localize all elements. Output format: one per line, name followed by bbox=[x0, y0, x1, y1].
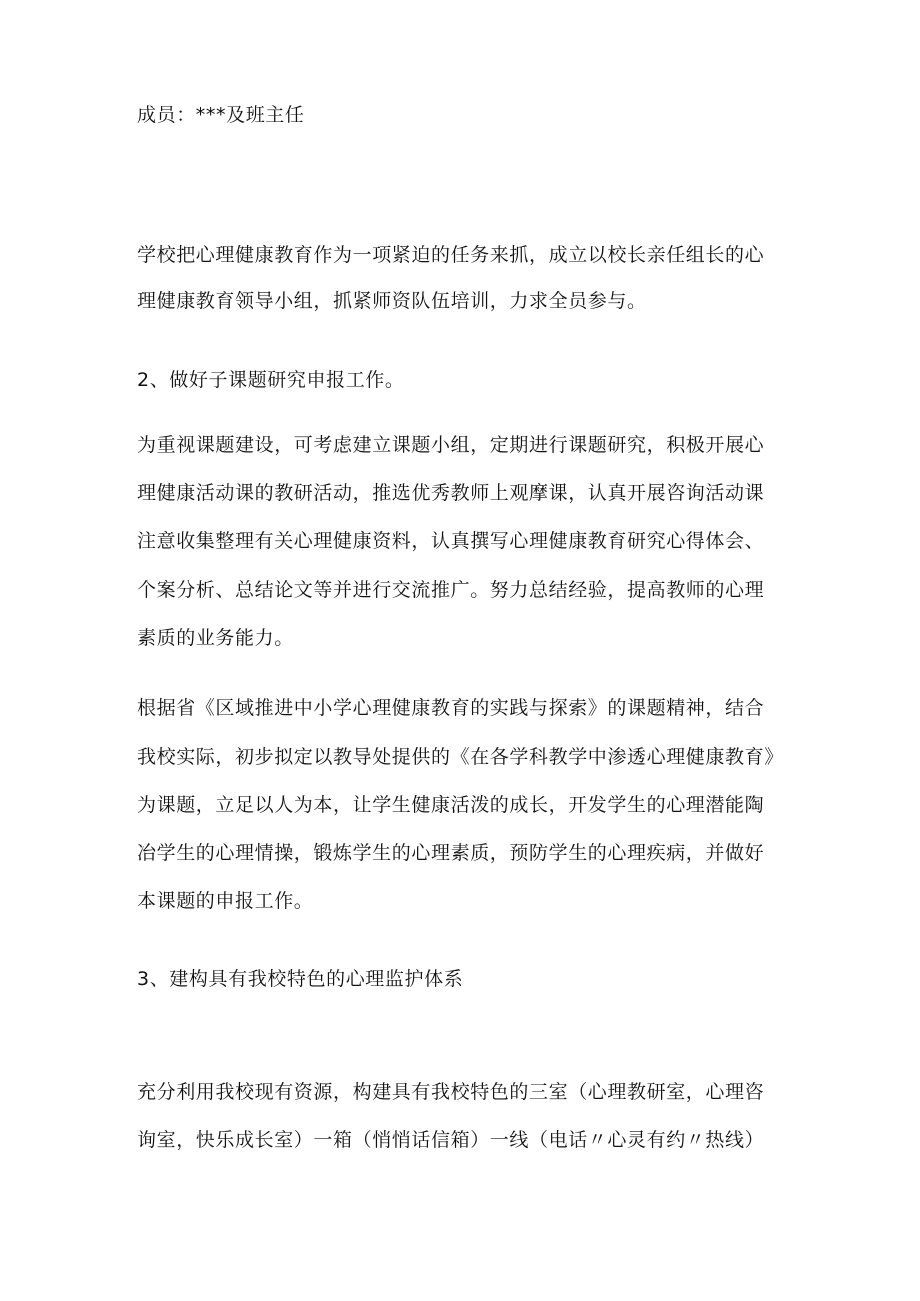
paragraph-line: 询室，快乐成长室）一箱（悄悄话信箱）一线（电话〃心灵有约〃热线） bbox=[137, 1129, 765, 1151]
section-heading: 2、做好子课题研究申报工作。 bbox=[137, 369, 405, 391]
members-line: 成员：***及班主任 bbox=[137, 104, 305, 126]
paragraph-line: 根据省《区域推进中小学心理健康教育的实践与探索》的课题精神，结合 bbox=[137, 697, 765, 719]
paragraph-line: 充分利用我校现有资源，构建具有我校特色的三室（心理教研室，心理咨 bbox=[137, 1081, 765, 1103]
section-heading: 3、建构具有我校特色的心理监护体系 bbox=[137, 968, 464, 990]
paragraph-line: 个案分析、总结论文等并进行交流推广。努力总结经验，提高教师的心理 bbox=[137, 579, 765, 601]
paragraph-line: 理健康教育领导小组，抓紧师资队伍培训，力求全员参与。 bbox=[137, 290, 647, 312]
paragraph-line: 理健康活动课的教研活动，推选优秀教师上观摩课，认真开展咨询活动课 bbox=[137, 482, 765, 504]
paragraph-line: 注意收集整理有关心理健康资料，认真撰写心理健康教育研究心得体会、 bbox=[137, 530, 765, 552]
paragraph-line: 素质的业务能力。 bbox=[137, 627, 294, 649]
paragraph-line: 为重视课题建设，可考虑建立课题小组，定期进行课题研究，积极开展心 bbox=[137, 434, 765, 456]
paragraph-line: 本课题的申报工作。 bbox=[137, 890, 314, 912]
paragraph-line: 学校把心理健康教育作为一项紧迫的任务来抓，成立以校长亲任组长的心 bbox=[137, 244, 765, 266]
paragraph-line: 冶学生的心理情操，锻炼学生的心理素质，预防学生的心理疾病，并做好 bbox=[137, 842, 765, 864]
paragraph-line: 为课题，立足以人为本，让学生健康活泼的成长，开发学生的心理潜能陶 bbox=[137, 794, 765, 816]
paragraph-line: 我校实际，初步拟定以教导处提供的《在各学科教学中渗透心理健康教育》 bbox=[137, 746, 784, 768]
